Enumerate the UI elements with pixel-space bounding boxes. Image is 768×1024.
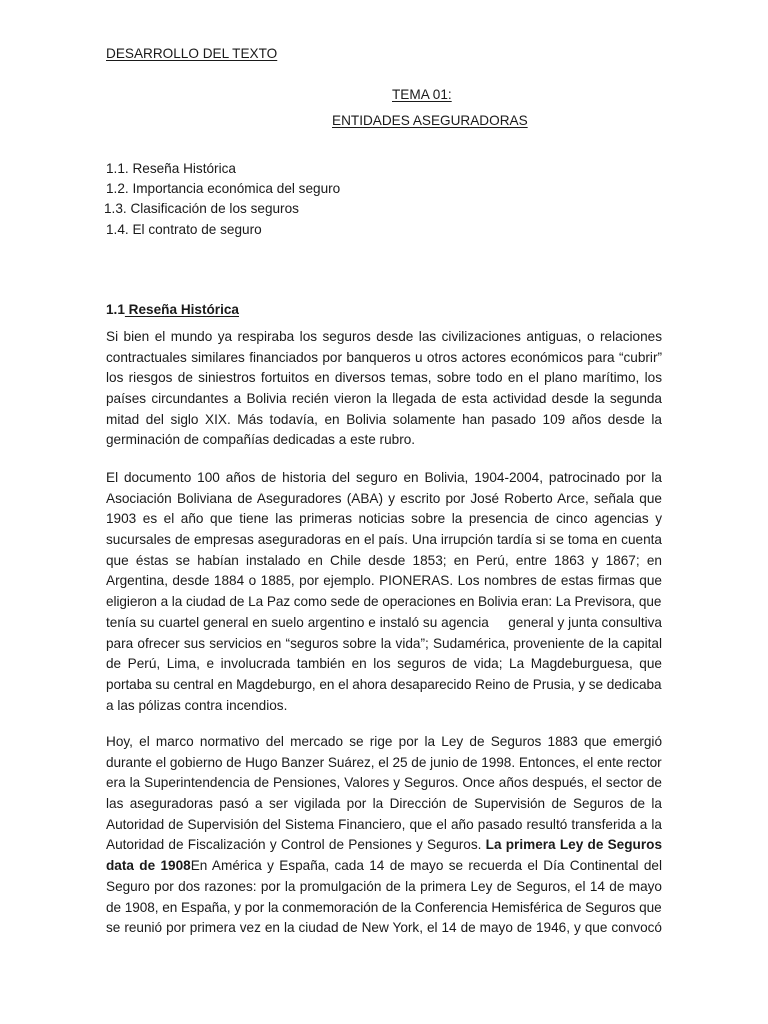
paragraph-line: los riesgos de siniestros fortuitos en diversos temas, sobre todo en el plano marítimo, los bbox=[106, 370, 662, 386]
paragraph-line: para ofrecer sus servicios en “seguros sobre la vida”; Sudamérica, proveniente de la capital bbox=[106, 635, 662, 651]
paragraph-line-mixed bbox=[106, 835, 662, 856]
paragraph-text: Autoridad de Fiscalización y Control de Pensiones y Seguros. bbox=[106, 837, 486, 853]
paragraph-line: mitad del siglo XIX. Más todavía, en Bolivia solamente han pasado 109 años desde la bbox=[106, 411, 662, 427]
section-heading-title: Reseña Histórica bbox=[124, 302, 239, 317]
bold-text: data de 1908 bbox=[106, 858, 191, 874]
paragraph-line: a las pólizas contra incendios. bbox=[106, 697, 288, 713]
paragraph-line: Asociación Boliviana de Aseguradores (ABA) y escrito por José Roberto Arce, señala que bbox=[106, 490, 662, 506]
paragraph-line: de Perú, Lima, e involucrada también en los seguros de vida; La Magdeburguesa, que bbox=[106, 656, 662, 672]
toc-item: 1.4. El contrato de seguro bbox=[106, 222, 262, 237]
paragraph-2 bbox=[106, 468, 662, 716]
paragraph-line: Argentina, desde 1884 o 1885, por ejemplo. PIONERAS. Los nombres de estas firmas que bbox=[106, 573, 662, 589]
paragraph-line: se reunió por primera vez en la ciudad de New York, el 14 de mayo de 1946, y que convocó bbox=[106, 920, 662, 936]
paragraph-line: de 1908, en España, y por la conmemoración de la Conferencia Hemisférica de Seguros que bbox=[106, 899, 662, 915]
paragraph-line: Si bien el mundo ya respiraba los seguros desde las civilizaciones antiguas, o relaciones bbox=[106, 329, 662, 344]
paragraph-line: Hoy, el marco normativo del mercado se rige por la Ley de Seguros 1883 que emergió bbox=[106, 734, 662, 749]
paragraph-line: sucursales de empresas aseguradoras en el país. Una irrupción tardía si se toma en cuenta bbox=[106, 532, 662, 548]
paragraph-line: las aseguradoras pasó a ser vigilada por la Dirección de Supervisión de Seguros de la bbox=[106, 796, 662, 812]
paragraph-line: portaba su central en Magdeburgo, en el ahora desaparecido Reino de Prusia, y se dedicaba bbox=[106, 676, 662, 692]
paragraph-line: tenía su cuartel general en suelo argentino e instaló su agencia general y junta consultiva bbox=[106, 614, 662, 630]
paragraph-1 bbox=[106, 327, 662, 451]
paragraph-line: que éstas se habían instalado en Chile desde 1853; en Perú, entre 1863 y 1867; en bbox=[106, 552, 662, 568]
paragraph-line: era la Superintendencia de Pensiones, Valores y Seguros. Once años después, el sector de bbox=[106, 775, 662, 791]
toc-item: 1.2. Importancia económica del seguro bbox=[106, 181, 341, 196]
paragraph-line: Autoridad de Supervisión del Sistema Financiero, que el año pasado resultó transferida a la bbox=[106, 816, 662, 832]
paragraph-line: eligieron a la ciudad de La Paz como sede de operaciones en Bolivia eran: La Previsora, que bbox=[106, 594, 662, 610]
paragraph-line: países circundantes a Bolivia recién vieron la llegada de esta actividad desde la segunda bbox=[106, 391, 662, 407]
toc-item: 1.1. Reseña Histórica bbox=[106, 161, 236, 176]
document-subtitle: ENTIDADES ASEGURADORAS bbox=[332, 113, 528, 128]
paragraph-3 bbox=[106, 732, 662, 939]
paragraph-line: germinación de compañías dedicadas a este rubro. bbox=[106, 432, 416, 448]
section-heading-number: 1.1 bbox=[106, 302, 125, 317]
section-heading bbox=[106, 300, 239, 321]
toc-item: 1.3. Clasificación de los seguros bbox=[104, 201, 299, 216]
paragraph-line: contractuales similares financiados por banqueros u otros actores económicos para “cubrir” bbox=[106, 349, 662, 365]
document-header: DESARROLLO DEL TEXTO bbox=[106, 46, 278, 61]
paragraph-text: En América y España, cada 14 de mayo se recuerda el Día Continental del bbox=[190, 858, 663, 874]
paragraph-line: 1903 es el año que tiene las primeras noticias sobre la presencia de cinco agencias y bbox=[106, 511, 662, 527]
paragraph-line: Seguro por dos razones: por la promulgación de la primera Ley de Seguros, el 14 de mayo bbox=[106, 878, 662, 894]
paragraph-line-mixed bbox=[106, 856, 662, 877]
bold-text: La primera Ley de Seguros bbox=[485, 837, 662, 853]
tema-label: TEMA 01: bbox=[392, 87, 452, 102]
paragraph-line: El documento 100 años de historia del seguro en Bolivia, 1904-2004, patrocinado por la bbox=[106, 470, 662, 485]
paragraph-line: durante el gobierno de Hugo Banzer Suárez, el 25 de junio de 1998. Entonces, el ente rector bbox=[106, 754, 662, 770]
